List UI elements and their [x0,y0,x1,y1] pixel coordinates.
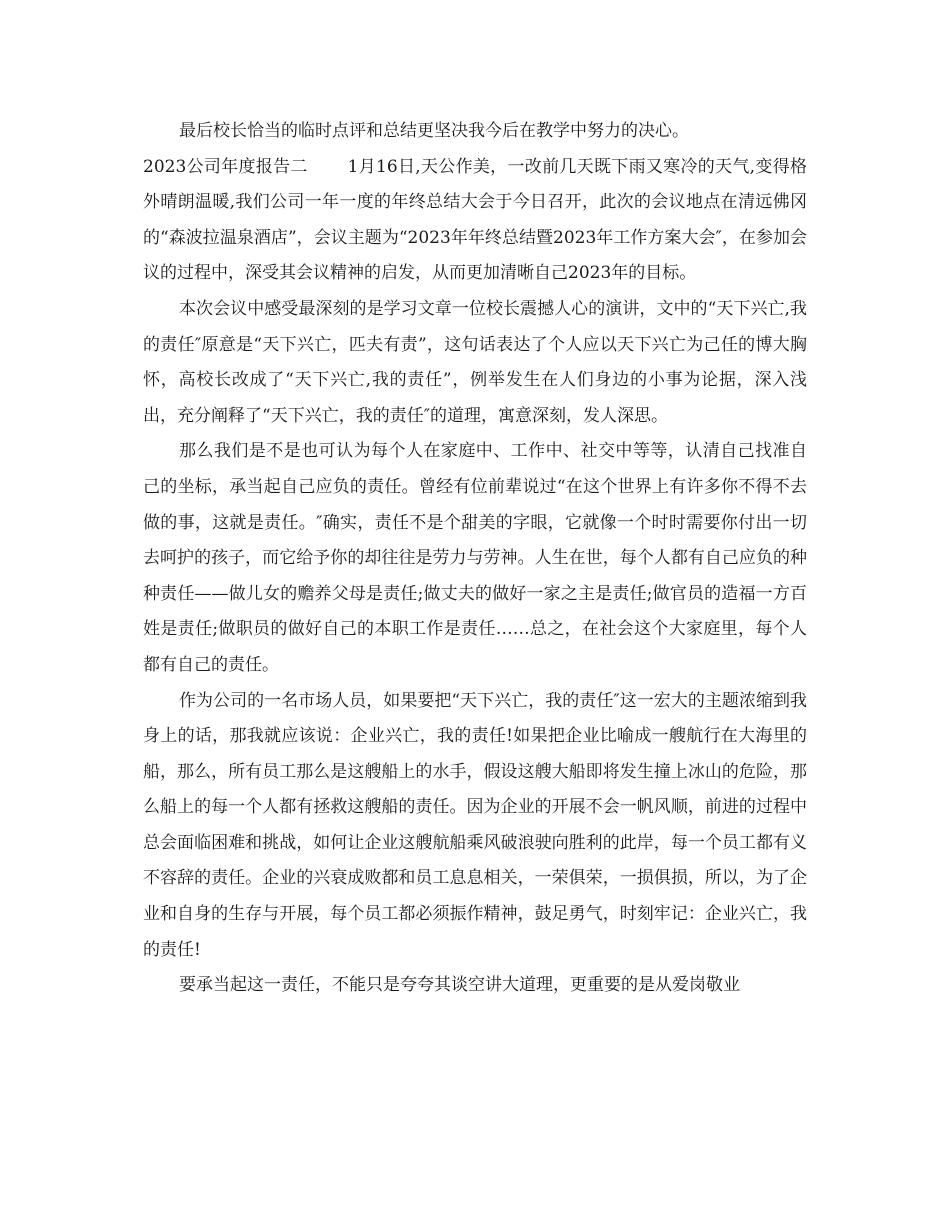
body-paragraph: 那么我们是不是也可认为每个人在家庭中、工作中、社交中等等，认清自己找准自己的坐标，承当起自己应负的责任。曾经有位前辈说过“在这个世界上有许多你不得不去做的事，这就是责任。″确实，责任不是个甜美的字眼，它就像一个时时需要你付出一切去呵护的孩子，而它给予你的却往往是劳力与劳神。人生在世，每个人都有自己应负的种种责任——做儿女的赡养父母是责任;做丈夫的做好一家之主是责任;做官员的造福一方百姓是责任;做职员的做好自己的本职工作是责任……总之，在社会这个大家庭里，每个人都有自己的责任。 [143,441,807,675]
body-paragraph: 作为公司的一名市场人员，如果要把“天下兴亡，我的责任″这一宏大的主题浓缩到我身上的话，那我就应该说：企业兴亡，我的责任!如果把企业比喻成一艘航行在大海里的船，那么，所有员工那么是这艘船上的水手，假设这艘大船即将发生撞上冰山的危险，那么船上的每一个人都有拯救这艘船的责任。因为企业的开展不会一帆风顺，前进的过程中总会面临困难和挑战，如何让企业这艘航船乘风破浪驶向胜利的此岸，每一个员工都有义不容辞的责任。企业的兴衰成败都和员工息息相关，一荣俱荣，一损俱损，所以，为了企业和自身的生存与开展，每个员工都必须振作精神，鼓足勇气，时刻牢记：企业兴亡，我的责任! [143,690,807,960]
body-paragraph: 本次会议中感受最深刻的是学习文章一位校长震撼人心的演讲，文中的“天下兴亡,我的责任″原意是“天下兴亡，匹夫有责”，这句话表达了个人应以天下兴亡为己任的博大胸怀，高校长改成了“天下兴亡,我的责任”，例举发生在人们身边的小事为论据，深入浅出，充分阐释了“天下兴亡，我的责任″的道理，寓意深刻，发人深思。 [143,298,807,426]
section-title: 2023公司年度报告二 [143,156,308,177]
closing-paragraph: 最后校长恰当的临时点评和总结更坚决我今后在教学中努力的决心。 [179,121,689,141]
section-paragraph [143,150,807,292]
document-body [143,114,807,1004]
section-intro: 1月16日,天公作美，一改前几天既下雨又寒冷的天气,变得格外晴朗温暖,我们公司一年一度的年终总结大会于今日召开，此次的会议地点在清远佛冈的“森波拉温泉酒店”，会议主题为“2023年年终总结暨2023年工作方案大会″，在参加会议的过程中，深受其会议精神的启发，从而更加清晰自己2023年的目标。 [143,156,807,284]
body-paragraph: 要承当起这一责任，不能只是夸夸其谈空讲大道理，更重要的是从爱岗敬业 [179,975,740,996]
